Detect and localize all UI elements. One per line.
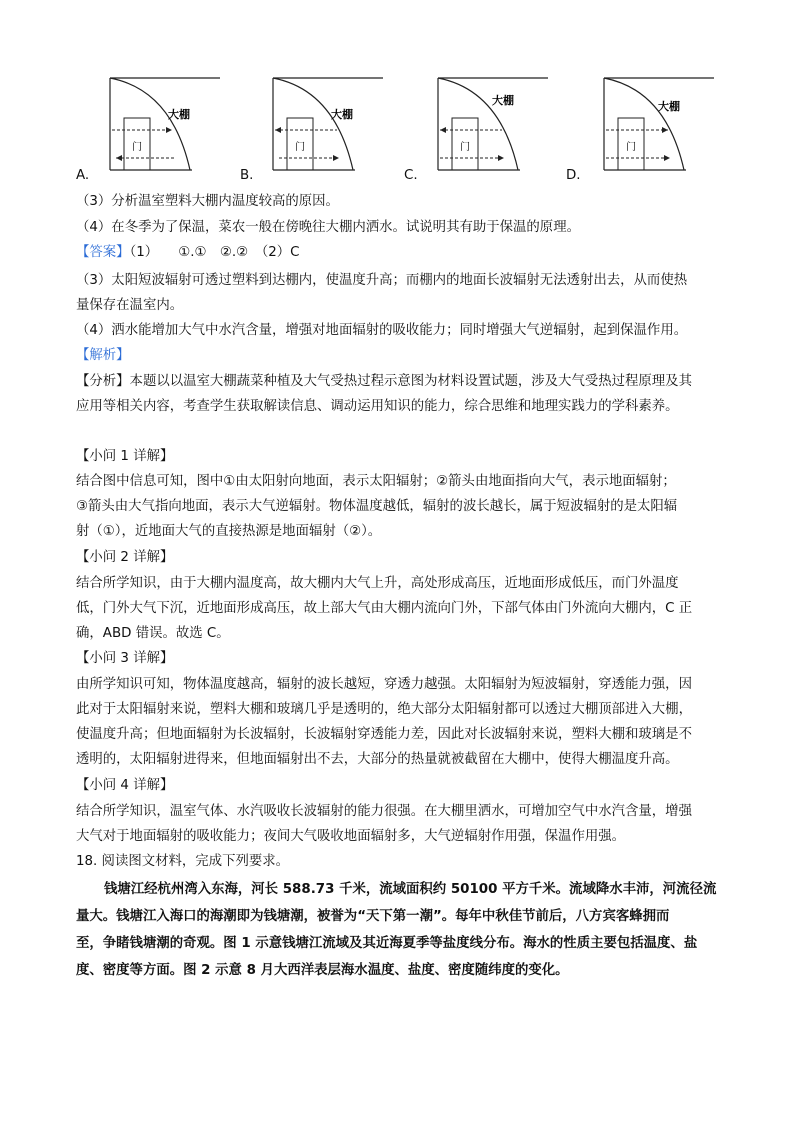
sub3-line-2: 此对于太阳辐射来说，塑料大棚和玻璃几乎是透明的，绝大部分太阳辐射都可以透过大棚顶部进入大棚，: [76, 702, 692, 717]
sub4-title: 【小问 4 详解】: [76, 778, 174, 793]
question-18-line-3: 至，争睹钱塘潮的奇观。图 1 示意钱塘江流域及其近海夏季等盐度线分布。海水的性质主要包括温度、盐: [76, 936, 698, 951]
shed-label: 大棚: [658, 100, 680, 113]
door-label: 门: [295, 142, 305, 153]
answer-3-line-2: 量保存在温室内。: [76, 298, 184, 313]
sub3-title: 【小问 3 详解】: [76, 651, 174, 666]
option-c-letter: C.: [404, 168, 418, 183]
question-18-title: 18. 阅读图文材料，完成下列要求。: [76, 854, 290, 869]
door-label: 门: [132, 142, 142, 153]
sub1-title: 【小问 1 详解】: [76, 449, 174, 464]
option-b-letter: B.: [240, 168, 254, 183]
option-a-letter: A.: [76, 168, 90, 183]
question-4: （4）在冬季为了保温，菜农一般在傍晚往大棚内洒水。试说明其有助于保温的原理。: [76, 220, 580, 235]
sub2-line-1: 结合所学知识，由于大棚内温度高，故大棚内大气上升，高处形成高压，近地面形成低压，而门外温度: [76, 576, 679, 591]
analysis-line-2: 应用等相关内容，考查学生获取解读信息、调动运用知识的能力，综合思维和地理实践力的学科素养。: [76, 399, 679, 414]
sub3-line-3: 使温度升高；但地面辐射为长波辐射，长波辐射穿透能力差，因此对长波辐射来说，塑料大棚和玻璃是不: [76, 727, 692, 742]
sub2-line-2: 低，门外大气下沉，近地面形成高压，故上部大气由大棚内流向门外，下部气体由门外流向大棚内，C 正: [76, 601, 693, 616]
sub1-line-1: 结合图中信息可知，图中①由太阳射向地面，表示太阳辐射；②箭头由地面指向大气，表示地面辐射；: [76, 474, 676, 489]
answer-1-2: （1） ①.① ②.② （2）C: [129, 245, 300, 260]
sub3-line-1: 由所学知识可知，物体温度越高，辐射的波长越短，穿透力越强。太阳辐射为短波辐射，穿透能力强，因: [76, 677, 692, 692]
analysis-line-1: 【分析】本题以以温室大棚蔬菜种植及大气受热过程示意图为材料设置试题，涉及大气受热过程原理及其: [76, 374, 692, 389]
question-18-line-4: 度、密度等方面。图 2 示意 8 月大西洋表层海水温度、盐度、密度随纬度的变化。: [76, 963, 569, 978]
sub1-line-2: ③箭头由大气指向地面，表示大气逆辐射。物体温度越低，辐射的波长越长，属于短波辐射的是太阳辐: [76, 499, 678, 514]
sub1-line-3: 射（①），近地面大气的直接热源是地面辐射（②）。: [76, 524, 382, 539]
question-3: （3）分析温室塑料大棚内温度较高的原因。: [76, 194, 339, 209]
option-b-diagram: [265, 70, 385, 190]
option-a-diagram: [102, 70, 222, 190]
sub2-title: 【小问 2 详解】: [76, 550, 174, 565]
option-d-diagram: [596, 70, 716, 190]
sub2-line-3: 确，ABD 错误。故选 C。: [76, 626, 230, 641]
answer-line-1: [76, 243, 300, 263]
door-label: 门: [626, 142, 636, 153]
option-d-letter: D.: [566, 168, 581, 183]
shed-label: 大棚: [331, 108, 353, 121]
answer-3-line-1: （3）太阳短波辐射可透过塑料到达棚内，使温度升高；而棚内的地面长波辐射无法透射出去，从而使热: [76, 273, 688, 288]
shed-label: 大棚: [492, 94, 514, 107]
sub4-line-2: 大气对于地面辐射的吸收能力；夜间大气吸收地面辐射多，大气逆辐射作用强，保温作用强。: [76, 829, 626, 844]
analysis-label: 【解析】: [76, 348, 130, 363]
question-18-line-1: 钱塘江经杭州湾入东海，河长 588.73 千米，流域面积约 50100 平方千米。流域降水丰沛，河流径流: [104, 882, 717, 897]
shed-label: 大棚: [168, 108, 190, 121]
question-18-line-2: 量大。钱塘江入海口的海潮即为钱塘潮，被誉为“天下第一潮”。每年中秋佳节前后，八方宾客蜂拥而: [76, 909, 670, 924]
sub4-line-1: 结合所学知识，温室气体、水汽吸收长波辐射的能力很强。在大棚里洒水，可增加空气中水汽含量，增强: [76, 804, 692, 819]
door-label: 门: [460, 142, 470, 153]
answer-label: 【答案】: [76, 245, 130, 260]
option-c-diagram: [430, 70, 550, 190]
sub3-line-4: 透明的，太阳辐射进得来，但地面辐射出不去，大部分的热量就被截留在大棚中，使得大棚温度升高。: [76, 752, 679, 767]
answer-4: （4）洒水能增加大气中水汽含量，增强对地面辐射的吸收能力；同时增强大气逆辐射，起到保温作用。: [76, 323, 688, 338]
